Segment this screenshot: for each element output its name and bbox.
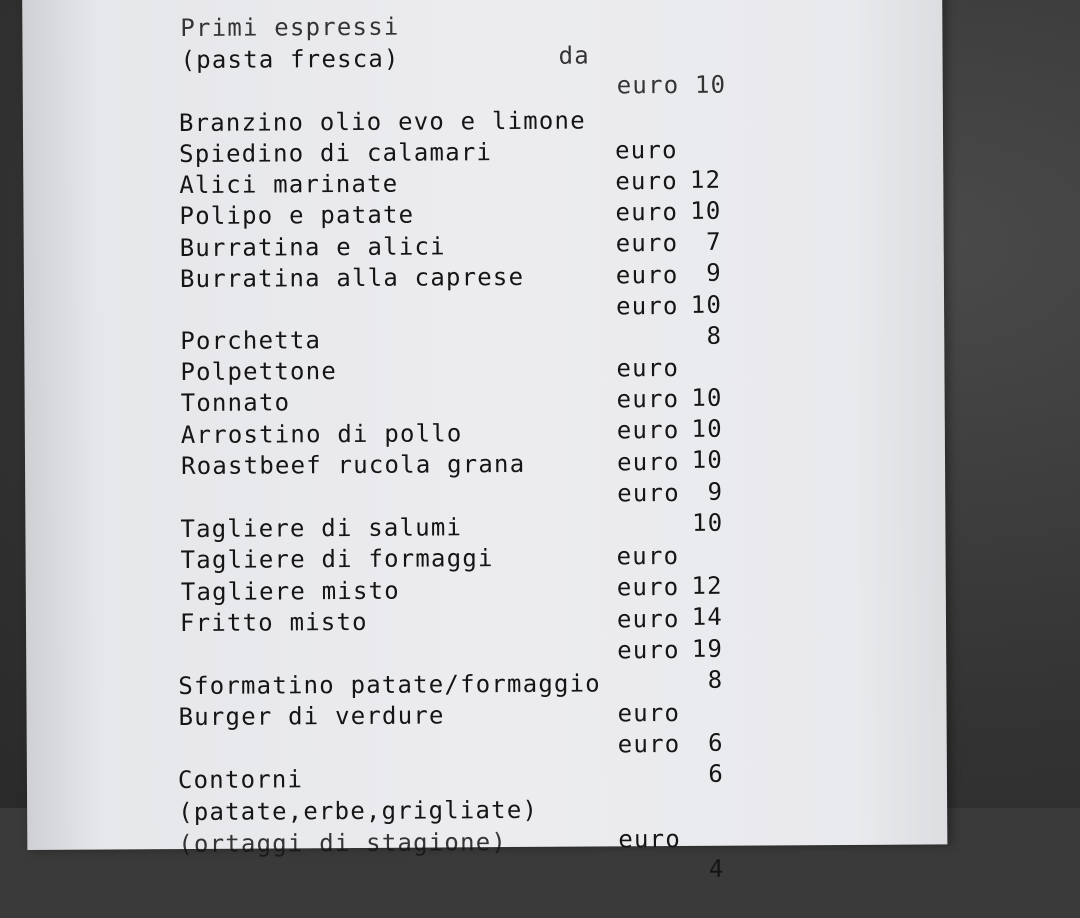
menu-item-currency: euro bbox=[615, 197, 679, 227]
menu-item-price: 7 bbox=[705, 227, 722, 256]
menu-item-price: 19 bbox=[691, 634, 724, 663]
menu-item-da: da bbox=[558, 41, 590, 70]
menu-paper bbox=[22, 0, 947, 883]
menu-item-currency: euro bbox=[618, 824, 682, 854]
menu-item-name: Polipo e patate bbox=[179, 200, 415, 231]
menu-text bbox=[22, 0, 947, 883]
menu-item-price: 8 bbox=[707, 665, 724, 694]
menu-line-top-sub bbox=[180, 14, 400, 75]
menu-item-currency: euro bbox=[617, 698, 681, 728]
menu-item-name: Burratina alla caprese bbox=[179, 262, 525, 294]
menu-item-currency: euro bbox=[617, 478, 680, 508]
menu-item-price: 10 bbox=[691, 508, 724, 537]
menu-item-currency: euro bbox=[617, 635, 680, 665]
menu-item-currency: euro bbox=[615, 166, 678, 196]
menu-item-price: 8 bbox=[706, 321, 723, 350]
menu-item-currency: euro bbox=[616, 447, 680, 477]
menu-item-currency: euro bbox=[616, 541, 680, 571]
menu-item-price: 10 bbox=[690, 196, 722, 225]
menu-item-note: (pasta fresca) bbox=[180, 44, 400, 75]
menu-item-price: 6 bbox=[708, 759, 725, 788]
menu-item-price: 10 bbox=[691, 445, 724, 474]
menu-item-name: Branzino olio evo e limone bbox=[178, 106, 586, 138]
menu-item-price: 14 bbox=[691, 602, 724, 631]
menu-item-name: Alici marinate bbox=[179, 169, 399, 200]
menu-item-name: Polpettone bbox=[180, 357, 338, 387]
menu-item-currency: euro bbox=[616, 353, 680, 383]
menu-item-currency: euro bbox=[616, 415, 680, 445]
menu-item-name: Arrostino di pollo bbox=[180, 419, 463, 450]
menu-item-name: Porchetta bbox=[180, 326, 322, 356]
menu-item-price: 10 bbox=[691, 414, 723, 443]
menu-item-currency: euro bbox=[615, 228, 679, 258]
menu-item-name: Fritto misto bbox=[179, 607, 368, 638]
menu-item-currency: euro 10 bbox=[616, 70, 727, 100]
menu-item-currency: euro bbox=[615, 260, 679, 290]
menu-item-name: Tagliere di formaggi bbox=[180, 544, 494, 575]
menu-item-price: 6 bbox=[707, 728, 724, 757]
menu-item-currency: euro bbox=[615, 135, 678, 165]
menu-item-price: 9 bbox=[707, 477, 724, 506]
menu-item-name: (ortaggi di stagione) bbox=[178, 828, 508, 859]
menu-item-name: Tonnato bbox=[180, 388, 291, 418]
menu-item-price: 10 bbox=[690, 290, 723, 319]
menu-item-price: 9 bbox=[706, 258, 722, 287]
menu-item-price: 12 bbox=[689, 165, 722, 194]
menu-item-name: (patate,erbe,grigliate) bbox=[178, 795, 539, 827]
menu-item-name: Tagliere di salumi bbox=[180, 513, 463, 544]
menu-item-price: 4 bbox=[708, 854, 725, 883]
menu-item-name: Sformatino patate/formaggio bbox=[178, 669, 601, 701]
menu-item-currency: euro bbox=[616, 572, 680, 602]
menu-item-price: 10 bbox=[691, 383, 723, 412]
menu-item-name: Spiedino di calamari bbox=[179, 138, 493, 169]
menu-item-name: Tagliere misto bbox=[180, 576, 400, 607]
menu-item-currency: euro bbox=[615, 291, 679, 321]
menu-item-name: Primi espressi bbox=[180, 12, 400, 43]
menu-section-title: Contorni bbox=[177, 765, 304, 795]
menu-item-currency: euro bbox=[616, 384, 680, 414]
menu-item-name: Burger di verdure bbox=[178, 701, 445, 732]
menu-item-name: Burratina e alici bbox=[179, 232, 446, 263]
menu-item-currency: euro bbox=[617, 729, 681, 759]
menu-item-currency: euro bbox=[616, 604, 680, 634]
menu-section-contorni-title bbox=[177, 734, 304, 795]
menu-item-name: Roastbeef rucola grana bbox=[180, 449, 526, 481]
menu-item-price: 12 bbox=[691, 571, 723, 600]
